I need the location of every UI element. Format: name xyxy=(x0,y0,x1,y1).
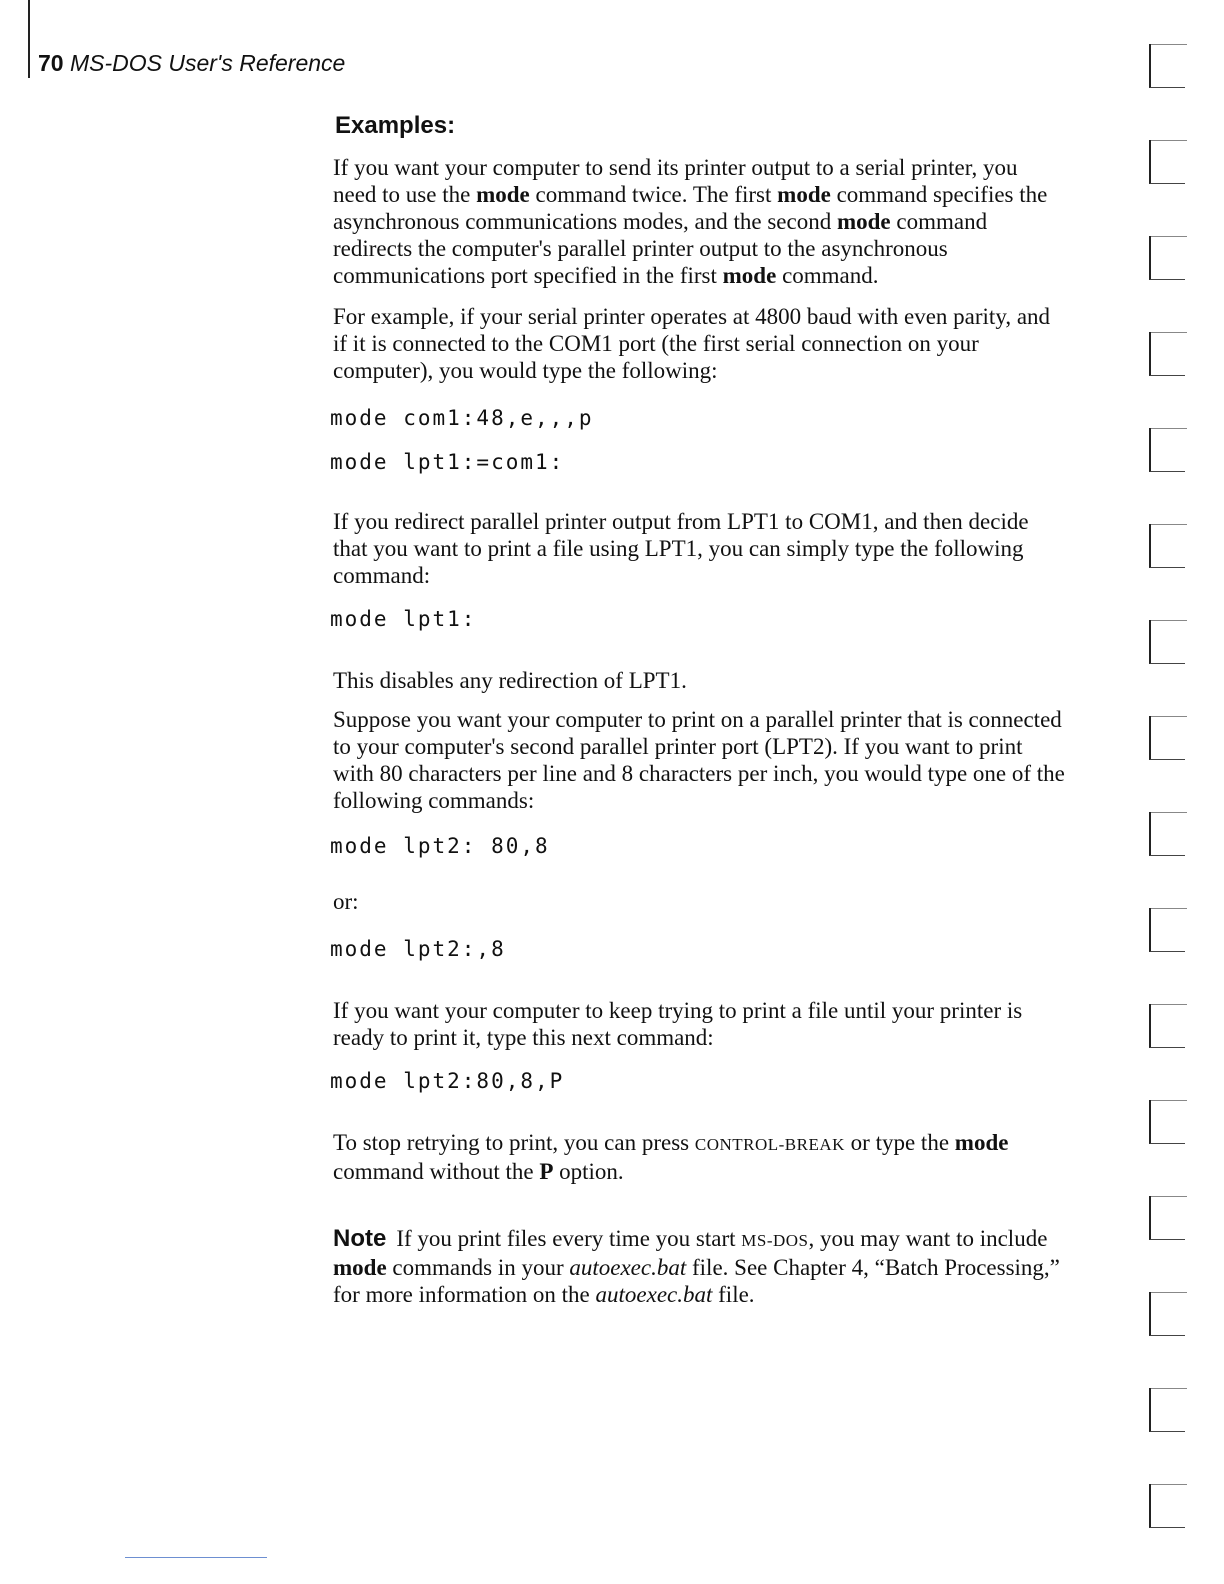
paragraph-or: or: xyxy=(333,889,359,914)
page-margin-rule xyxy=(28,0,30,78)
text-run: command redirects the computer's parallel printer output to the asynchronous communications port specified in the first xyxy=(333,209,988,288)
index-tab xyxy=(1149,1004,1185,1048)
index-tab xyxy=(1149,236,1185,280)
book-title: MS-DOS User's Reference xyxy=(69,50,346,76)
section-heading: Examples: xyxy=(335,112,456,139)
text-run: command twice. The first xyxy=(529,182,778,207)
command-keyword: mode xyxy=(777,182,831,207)
code-line: mode lpt2: 80,8 xyxy=(330,834,550,858)
command-keyword: mode xyxy=(836,209,891,234)
text-run: command without the xyxy=(333,1159,540,1184)
text-run: commands in your xyxy=(386,1255,570,1280)
paragraph-disables: This disables any redirection of LPT1. xyxy=(333,668,687,693)
file-name: autoexec.bat xyxy=(569,1255,687,1280)
paragraph-example-baud: For example, if your serial printer operates at 4800 baud with even parity, and if it is connected to the COM1 port (the first serial connection on your computer), you would type the following: xyxy=(333,304,1051,383)
index-tab xyxy=(1149,1484,1185,1528)
index-tab xyxy=(1149,908,1185,952)
page-number: 70 xyxy=(38,50,64,76)
index-tab xyxy=(1149,428,1185,472)
command-keyword: mode xyxy=(954,1130,1009,1155)
running-header xyxy=(38,50,345,77)
paragraph-serial-printer xyxy=(333,154,1065,289)
text-run: To stop retrying to print, you can press xyxy=(333,1130,695,1155)
code-line: mode lpt1:=com1: xyxy=(330,450,565,474)
note-label: Note xyxy=(333,1225,387,1252)
paragraph-stop-retry xyxy=(333,1129,1065,1185)
note-paragraph xyxy=(333,1225,1065,1308)
index-tab xyxy=(1149,44,1185,88)
paragraph-retry: If you want your computer to keep trying to print a file until your printer is ready to print it, type this next command: xyxy=(333,998,1023,1050)
index-tab xyxy=(1149,524,1185,568)
index-tab xyxy=(1149,1292,1185,1336)
page-content xyxy=(325,112,1065,1322)
index-tab xyxy=(1149,1388,1185,1432)
index-tab xyxy=(1149,140,1185,184)
text-run: If you print files every time you start xyxy=(396,1226,742,1251)
text-run: command specifies the asynchronous communications modes, and the second xyxy=(333,182,1048,234)
command-keyword: mode xyxy=(722,263,777,288)
index-tab xyxy=(1149,812,1185,856)
paragraph-redirect: If you redirect parallel printer output from LPT1 to COM1, and then decide that you want to print a file using LPT1, you can simply type the following command: xyxy=(333,509,1029,588)
text-run: or type the xyxy=(844,1130,955,1155)
command-keyword: mode xyxy=(333,1255,387,1280)
code-line: mode lpt2:,8 xyxy=(330,937,506,961)
thumb-index-tabs xyxy=(1149,44,1189,1534)
text-run: file. xyxy=(712,1282,755,1307)
index-tab xyxy=(1149,716,1185,760)
product-name: MS-DOS xyxy=(741,1231,809,1250)
index-tab xyxy=(1149,332,1185,376)
command-keyword: mode xyxy=(476,182,530,207)
paragraph-parallel-printer: Suppose you want your computer to print on a parallel printer that is connected to your computer's second parallel printer port (LPT2). If you want to print with 80 characters per line and 8 characters per inch, you would type one of the following commands: xyxy=(333,707,1065,813)
index-tab xyxy=(1149,620,1185,664)
text-run: file. See Chapter 4, “Batch Processing,” for more information on the xyxy=(333,1255,1060,1307)
text-run: If you want your computer to send its printer output to a serial printer, you need to use the xyxy=(333,155,1018,207)
code-line: mode com1:48,e,,,p xyxy=(330,406,594,430)
key-name: CONTROL-BREAK xyxy=(694,1135,845,1154)
scan-mark xyxy=(125,1557,267,1558)
file-name: autoexec.bat xyxy=(595,1282,713,1307)
text-run: , you may want to include xyxy=(808,1226,1048,1251)
text-run: option. xyxy=(553,1159,624,1184)
code-line: mode lpt1: xyxy=(330,607,477,631)
code-line: mode lpt2:80,8,P xyxy=(330,1069,565,1093)
text-run: command. xyxy=(776,263,879,288)
index-tab xyxy=(1149,1100,1185,1144)
index-tab xyxy=(1149,1196,1185,1240)
option-letter: P xyxy=(539,1159,554,1184)
